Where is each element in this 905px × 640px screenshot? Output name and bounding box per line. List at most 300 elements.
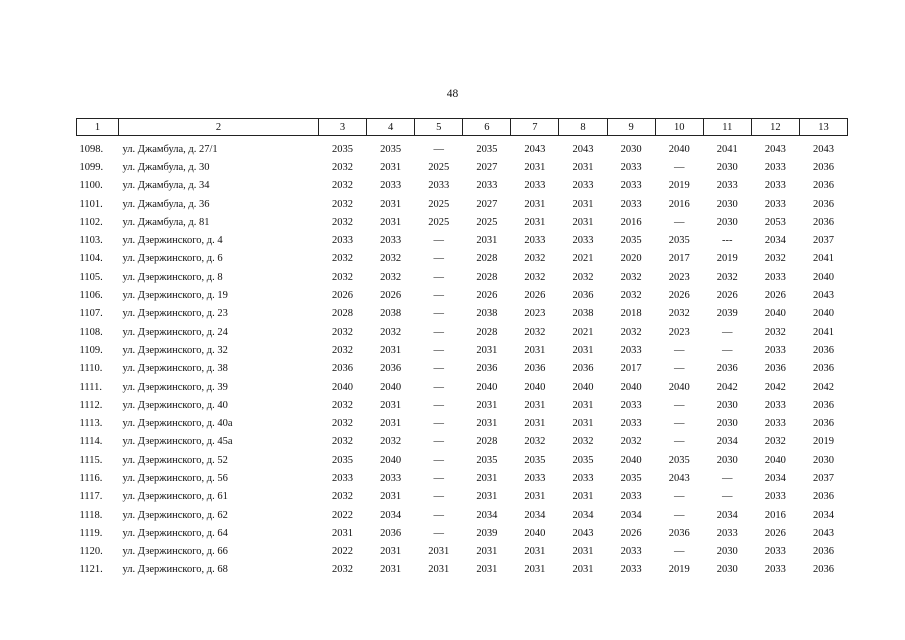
year-cell: — — [433, 143, 444, 155]
year-cell: 2032 — [524, 253, 546, 265]
column-header-5: 5 — [415, 119, 463, 136]
table-row — [77, 195, 848, 213]
year-cell: 2031 — [572, 491, 594, 503]
year-cell: 2031 — [524, 564, 546, 576]
year-cell: — — [722, 326, 733, 338]
year-cell: 2035 — [476, 454, 498, 466]
year-cell: 2033 — [572, 180, 594, 192]
year-cell: 2033 — [572, 235, 594, 247]
year-cell: — — [673, 216, 685, 228]
column-header-2: 2 — [119, 119, 319, 136]
year-cell: 2043 — [524, 143, 546, 155]
year-cell: — — [433, 235, 444, 247]
address-cell: ул. Дзержинского, д. 4 — [122, 235, 223, 247]
row-number: 1106. — [79, 290, 103, 302]
year-cell: 2030 — [716, 454, 738, 466]
year-cell: — — [433, 399, 444, 411]
year-cell: 2033 — [380, 472, 402, 484]
year-cell: 2021 — [572, 253, 594, 265]
year-cell: 2031 — [572, 198, 594, 210]
year-cell: 2033 — [764, 180, 786, 192]
year-cell: — — [673, 399, 685, 411]
address-cell: ул. Дзержинского, д. 32 — [122, 344, 228, 356]
year-cell: 2032 — [332, 161, 354, 173]
year-cell: 2032 — [764, 326, 786, 338]
year-cell: — — [433, 381, 444, 393]
row-number: 1111. — [79, 381, 102, 393]
year-cell: 2028 — [476, 326, 498, 338]
year-cell: 2033 — [380, 235, 402, 247]
address-cell: ул. Джамбула, д. 27/1 — [122, 143, 218, 155]
year-cell: 2032 — [668, 308, 690, 320]
year-cell: 2035 — [620, 472, 642, 484]
year-cell: 2026 — [620, 527, 642, 539]
year-cell: 2027 — [476, 161, 498, 173]
year-cell: 2040 — [620, 381, 642, 393]
year-cell: — — [673, 509, 685, 521]
row-number: 1102. — [79, 216, 103, 228]
table-row — [77, 433, 848, 451]
year-cell: 2032 — [380, 326, 402, 338]
year-cell: — — [433, 454, 444, 466]
address-cell: ул. Дзержинского, д. 38 — [122, 363, 228, 375]
year-cell: 2032 — [620, 290, 642, 302]
row-number: 1117. — [79, 491, 103, 503]
year-cell: 2043 — [668, 472, 690, 484]
year-cell: 2040 — [524, 527, 546, 539]
column-header-13: 13 — [799, 119, 847, 136]
year-cell: 2034 — [716, 509, 738, 521]
year-cell: 2031 — [476, 546, 498, 558]
year-cell: — — [673, 344, 685, 356]
table-row — [77, 158, 848, 176]
year-cell: 2023 — [668, 271, 690, 283]
column-header-6: 6 — [463, 119, 511, 136]
address-cell: ул. Джамбула, д. 36 — [122, 198, 210, 210]
year-cell: 2041 — [812, 253, 834, 265]
table-row — [77, 177, 848, 195]
year-cell: 2042 — [716, 381, 738, 393]
year-cell: — — [433, 253, 444, 265]
year-cell: 2031 — [380, 198, 402, 210]
year-cell: 2037 — [812, 235, 834, 247]
year-cell: 2040 — [620, 454, 642, 466]
address-cell: ул. Дзержинского, д. 24 — [122, 326, 228, 338]
address-cell: ул. Дзержинского, д. 40а — [122, 418, 233, 430]
year-cell: 2031 — [524, 344, 546, 356]
year-cell: 2032 — [332, 399, 354, 411]
year-cell: — — [433, 491, 444, 503]
year-cell: 2040 — [668, 143, 690, 155]
year-cell: 2026 — [524, 290, 546, 302]
address-cell: ул. Дзержинского, д. 40 — [122, 399, 228, 411]
year-cell: 2033 — [380, 180, 402, 192]
year-cell: 2019 — [812, 436, 834, 448]
year-cell: 2031 — [524, 198, 546, 210]
year-cell: 2031 — [572, 161, 594, 173]
year-cell: 2039 — [716, 308, 738, 320]
year-cell: 2033 — [620, 546, 642, 558]
table-row — [77, 231, 848, 249]
address-cell: ул. Джамбула, д. 30 — [122, 161, 210, 173]
table-row — [77, 414, 848, 432]
year-cell: 2033 — [476, 180, 498, 192]
year-cell: 2034 — [764, 235, 786, 247]
year-cell: 2031 — [476, 491, 498, 503]
year-cell: 2031 — [572, 344, 594, 356]
year-cell: 2036 — [812, 216, 834, 228]
year-cell: 2036 — [668, 527, 690, 539]
year-cell: 2016 — [764, 509, 786, 521]
header-row — [77, 119, 848, 136]
year-cell: --- — [722, 235, 733, 247]
year-cell: 2038 — [476, 308, 498, 320]
year-cell: 2040 — [764, 454, 786, 466]
year-cell: — — [433, 363, 444, 375]
year-cell: 2036 — [332, 363, 354, 375]
year-cell: 2034 — [764, 472, 786, 484]
year-cell: 2031 — [572, 418, 594, 430]
year-cell: 2031 — [428, 546, 450, 558]
year-cell: 2036 — [380, 363, 402, 375]
year-cell: 2033 — [524, 235, 546, 247]
column-header-8: 8 — [559, 119, 607, 136]
year-cell: 2019 — [716, 253, 738, 265]
year-cell: 2034 — [524, 509, 546, 521]
year-cell: 2034 — [620, 509, 642, 521]
year-cell: 2031 — [380, 564, 402, 576]
year-cell: 2032 — [332, 564, 354, 576]
year-cell: 2034 — [572, 509, 594, 521]
address-cell: ул. Дзержинского, д. 66 — [122, 546, 228, 558]
year-cell: 2031 — [380, 344, 402, 356]
year-cell: 2026 — [476, 290, 498, 302]
year-cell: 2031 — [524, 399, 546, 411]
year-cell: 2033 — [332, 472, 354, 484]
year-cell: 2022 — [332, 509, 354, 521]
table-row — [77, 305, 848, 323]
year-cell: — — [433, 436, 444, 448]
year-cell: 2025 — [428, 216, 450, 228]
year-cell: 2032 — [332, 216, 354, 228]
year-cell: 2026 — [668, 290, 690, 302]
year-cell: 2032 — [380, 271, 402, 283]
year-cell: 2038 — [572, 308, 594, 320]
data-table — [76, 118, 848, 579]
column-header-9: 9 — [607, 119, 655, 136]
year-cell: 2031 — [572, 216, 594, 228]
year-cell: 2033 — [620, 344, 642, 356]
year-cell: 2033 — [716, 180, 738, 192]
year-cell: — — [433, 326, 444, 338]
year-cell: 2033 — [572, 472, 594, 484]
year-cell: 2033 — [620, 161, 642, 173]
row-number: 1118. — [79, 509, 103, 521]
year-cell: 2035 — [572, 454, 594, 466]
year-cell: 2030 — [716, 198, 738, 210]
year-cell: 2032 — [332, 180, 354, 192]
year-cell: 2043 — [764, 143, 786, 155]
year-cell: 2030 — [716, 161, 738, 173]
year-cell: 2036 — [380, 527, 402, 539]
row-number: 1114. — [79, 436, 103, 448]
year-cell: 2032 — [572, 271, 594, 283]
year-cell: 2032 — [332, 326, 354, 338]
year-cell: 2036 — [524, 363, 546, 375]
year-cell: 2032 — [620, 326, 642, 338]
year-cell: — — [673, 546, 685, 558]
table-row — [77, 136, 848, 159]
year-cell: 2031 — [428, 564, 450, 576]
year-cell: 2030 — [716, 216, 738, 228]
row-number: 1112. — [79, 399, 103, 411]
year-cell: 2023 — [668, 326, 690, 338]
row-number: 1101. — [79, 198, 103, 210]
year-cell: 2043 — [572, 527, 594, 539]
year-cell: 2028 — [476, 436, 498, 448]
year-cell: 2032 — [716, 271, 738, 283]
year-cell: 2033 — [428, 180, 450, 192]
year-cell: 2035 — [476, 143, 498, 155]
table-header — [77, 119, 848, 136]
table-row — [77, 250, 848, 268]
table-row — [77, 360, 848, 378]
address-cell: ул. Дзержинского, д. 6 — [122, 253, 223, 265]
year-cell: 2037 — [812, 472, 834, 484]
year-cell: — — [673, 161, 685, 173]
year-cell: 2040 — [380, 381, 402, 393]
year-cell: 2030 — [620, 143, 642, 155]
table-row — [77, 561, 848, 579]
year-cell: 2031 — [380, 161, 402, 173]
year-cell: 2026 — [764, 290, 786, 302]
year-cell: 2034 — [380, 509, 402, 521]
year-cell: 2017 — [668, 253, 690, 265]
row-number: 1107. — [79, 308, 103, 320]
year-cell: 2032 — [332, 491, 354, 503]
address-cell: ул. Дзержинского, д. 23 — [122, 308, 228, 320]
year-cell: 2040 — [812, 271, 834, 283]
year-cell: — — [722, 491, 733, 503]
year-cell: 2034 — [812, 509, 834, 521]
table-row — [77, 488, 848, 506]
address-cell: ул. Дзержинского, д. 39 — [122, 381, 228, 393]
year-cell: 2032 — [524, 271, 546, 283]
year-cell: 2033 — [332, 235, 354, 247]
table-row — [77, 396, 848, 414]
year-cell: 2033 — [620, 399, 642, 411]
year-cell: 2031 — [524, 161, 546, 173]
year-cell: 2036 — [812, 344, 834, 356]
table-row — [77, 543, 848, 561]
year-cell: 2036 — [812, 564, 834, 576]
year-cell: 2035 — [668, 235, 690, 247]
column-header-7: 7 — [511, 119, 559, 136]
row-number: 1110. — [79, 363, 103, 375]
year-cell: 2025 — [476, 216, 498, 228]
year-cell: 2030 — [716, 564, 738, 576]
year-cell: 2031 — [380, 216, 402, 228]
row-number: 1103. — [79, 235, 103, 247]
year-cell: 2033 — [764, 546, 786, 558]
table-row — [77, 341, 848, 359]
table-row — [77, 378, 848, 396]
year-cell: 2036 — [812, 161, 834, 173]
year-cell: 2040 — [524, 381, 546, 393]
year-cell: 2033 — [764, 161, 786, 173]
year-cell: 2023 — [524, 308, 546, 320]
year-cell: 2020 — [620, 253, 642, 265]
year-cell: 2042 — [812, 381, 834, 393]
year-cell: 2036 — [716, 363, 738, 375]
row-number: 1108. — [79, 326, 103, 338]
year-cell: 2040 — [764, 308, 786, 320]
year-cell: 2032 — [764, 253, 786, 265]
year-cell: 2036 — [812, 399, 834, 411]
year-cell: 2025 — [428, 161, 450, 173]
year-cell: 2033 — [716, 527, 738, 539]
year-cell: 2016 — [668, 198, 690, 210]
year-cell: 2031 — [572, 399, 594, 411]
year-cell: 2031 — [476, 472, 498, 484]
row-number: 1121. — [79, 564, 103, 576]
column-header-10: 10 — [655, 119, 703, 136]
year-cell: — — [433, 271, 444, 283]
year-cell: — — [433, 290, 444, 302]
table-row — [77, 323, 848, 341]
year-cell: 2053 — [764, 216, 786, 228]
year-cell: 2035 — [380, 143, 402, 155]
year-cell: 2034 — [476, 509, 498, 521]
year-cell: 2040 — [476, 381, 498, 393]
year-cell: 2031 — [380, 491, 402, 503]
year-cell: 2017 — [620, 363, 642, 375]
year-cell: — — [433, 344, 444, 356]
year-cell: 2031 — [476, 344, 498, 356]
year-cell: 2032 — [332, 253, 354, 265]
year-cell: — — [433, 509, 444, 521]
year-cell: 2028 — [476, 271, 498, 283]
year-cell: 2032 — [380, 253, 402, 265]
column-header-12: 12 — [751, 119, 799, 136]
year-cell: 2032 — [524, 326, 546, 338]
year-cell: 2034 — [716, 436, 738, 448]
year-cell: — — [673, 491, 685, 503]
year-cell: 2039 — [476, 527, 498, 539]
year-cell: 2036 — [812, 546, 834, 558]
year-cell: 2031 — [524, 491, 546, 503]
year-cell: 2036 — [812, 418, 834, 430]
year-cell: 2031 — [380, 399, 402, 411]
year-cell: 2040 — [812, 308, 834, 320]
year-cell: 2042 — [764, 381, 786, 393]
year-cell: 2030 — [716, 546, 738, 558]
address-cell: ул. Дзержинского, д. 61 — [122, 491, 228, 503]
row-number: 1115. — [79, 454, 103, 466]
year-cell: 2032 — [332, 198, 354, 210]
year-cell: 2033 — [620, 564, 642, 576]
year-cell: 2030 — [716, 418, 738, 430]
year-cell: 2026 — [380, 290, 402, 302]
year-cell: 2030 — [716, 399, 738, 411]
year-cell: 2036 — [812, 198, 834, 210]
table-row — [77, 268, 848, 286]
year-cell: — — [433, 527, 444, 539]
address-cell: ул. Дзержинского, д. 45а — [122, 436, 233, 448]
year-cell: 2040 — [380, 454, 402, 466]
year-cell: 2032 — [332, 271, 354, 283]
table-row — [77, 506, 848, 524]
year-cell: — — [433, 308, 444, 320]
row-number: 1100. — [79, 180, 103, 192]
year-cell: 2031 — [476, 399, 498, 411]
address-cell: ул. Джамбула, д. 81 — [122, 216, 210, 228]
year-cell: 2036 — [812, 363, 834, 375]
year-cell: 2031 — [380, 418, 402, 430]
year-cell: 2032 — [332, 344, 354, 356]
year-cell: 2032 — [524, 436, 546, 448]
year-cell: 2031 — [572, 564, 594, 576]
table-row — [77, 524, 848, 542]
page-number: 48 — [446, 88, 459, 100]
year-cell: 2031 — [524, 546, 546, 558]
year-cell: 2033 — [764, 198, 786, 210]
year-cell: 2028 — [476, 253, 498, 265]
year-cell: 2033 — [764, 418, 786, 430]
year-cell: 2032 — [620, 436, 642, 448]
year-cell: 2035 — [332, 454, 354, 466]
column-header-4: 4 — [367, 119, 415, 136]
year-cell: 2043 — [812, 290, 834, 302]
year-cell: 2026 — [716, 290, 738, 302]
address-cell: ул. Дзержинского, д. 68 — [122, 564, 228, 576]
year-cell: 2031 — [524, 418, 546, 430]
year-cell: 2025 — [428, 198, 450, 210]
address-cell: ул. Дзержинского, д. 52 — [122, 454, 228, 466]
table-row — [77, 469, 848, 487]
address-cell: ул. Дзержинского, д. 8 — [122, 271, 223, 283]
address-cell: ул. Дзержинского, д. 62 — [122, 509, 228, 521]
year-cell: 2033 — [764, 491, 786, 503]
year-cell: 2033 — [620, 418, 642, 430]
address-cell: ул. Дзержинского, д. 64 — [122, 527, 228, 539]
year-cell: 2016 — [620, 216, 642, 228]
year-cell: 2043 — [812, 527, 834, 539]
row-number: 1116. — [79, 472, 103, 484]
year-cell: 2031 — [476, 418, 498, 430]
year-cell: 2035 — [668, 454, 690, 466]
column-header-3: 3 — [319, 119, 367, 136]
year-cell: 2031 — [380, 546, 402, 558]
row-number: 1120. — [79, 546, 103, 558]
row-number: 1104. — [79, 253, 103, 265]
year-cell: 2031 — [572, 546, 594, 558]
year-cell: 2040 — [668, 381, 690, 393]
year-cell: 2036 — [764, 363, 786, 375]
year-cell: 2032 — [332, 436, 354, 448]
year-cell: 2026 — [332, 290, 354, 302]
year-cell: 2036 — [812, 491, 834, 503]
year-cell: 2019 — [668, 564, 690, 576]
year-cell: 2026 — [764, 527, 786, 539]
year-cell: 2033 — [764, 271, 786, 283]
year-cell: — — [673, 418, 685, 430]
year-cell: 2032 — [572, 436, 594, 448]
year-cell: 2036 — [476, 363, 498, 375]
year-cell: 2028 — [332, 308, 354, 320]
year-cell: 2032 — [380, 436, 402, 448]
year-cell: 2018 — [620, 308, 642, 320]
